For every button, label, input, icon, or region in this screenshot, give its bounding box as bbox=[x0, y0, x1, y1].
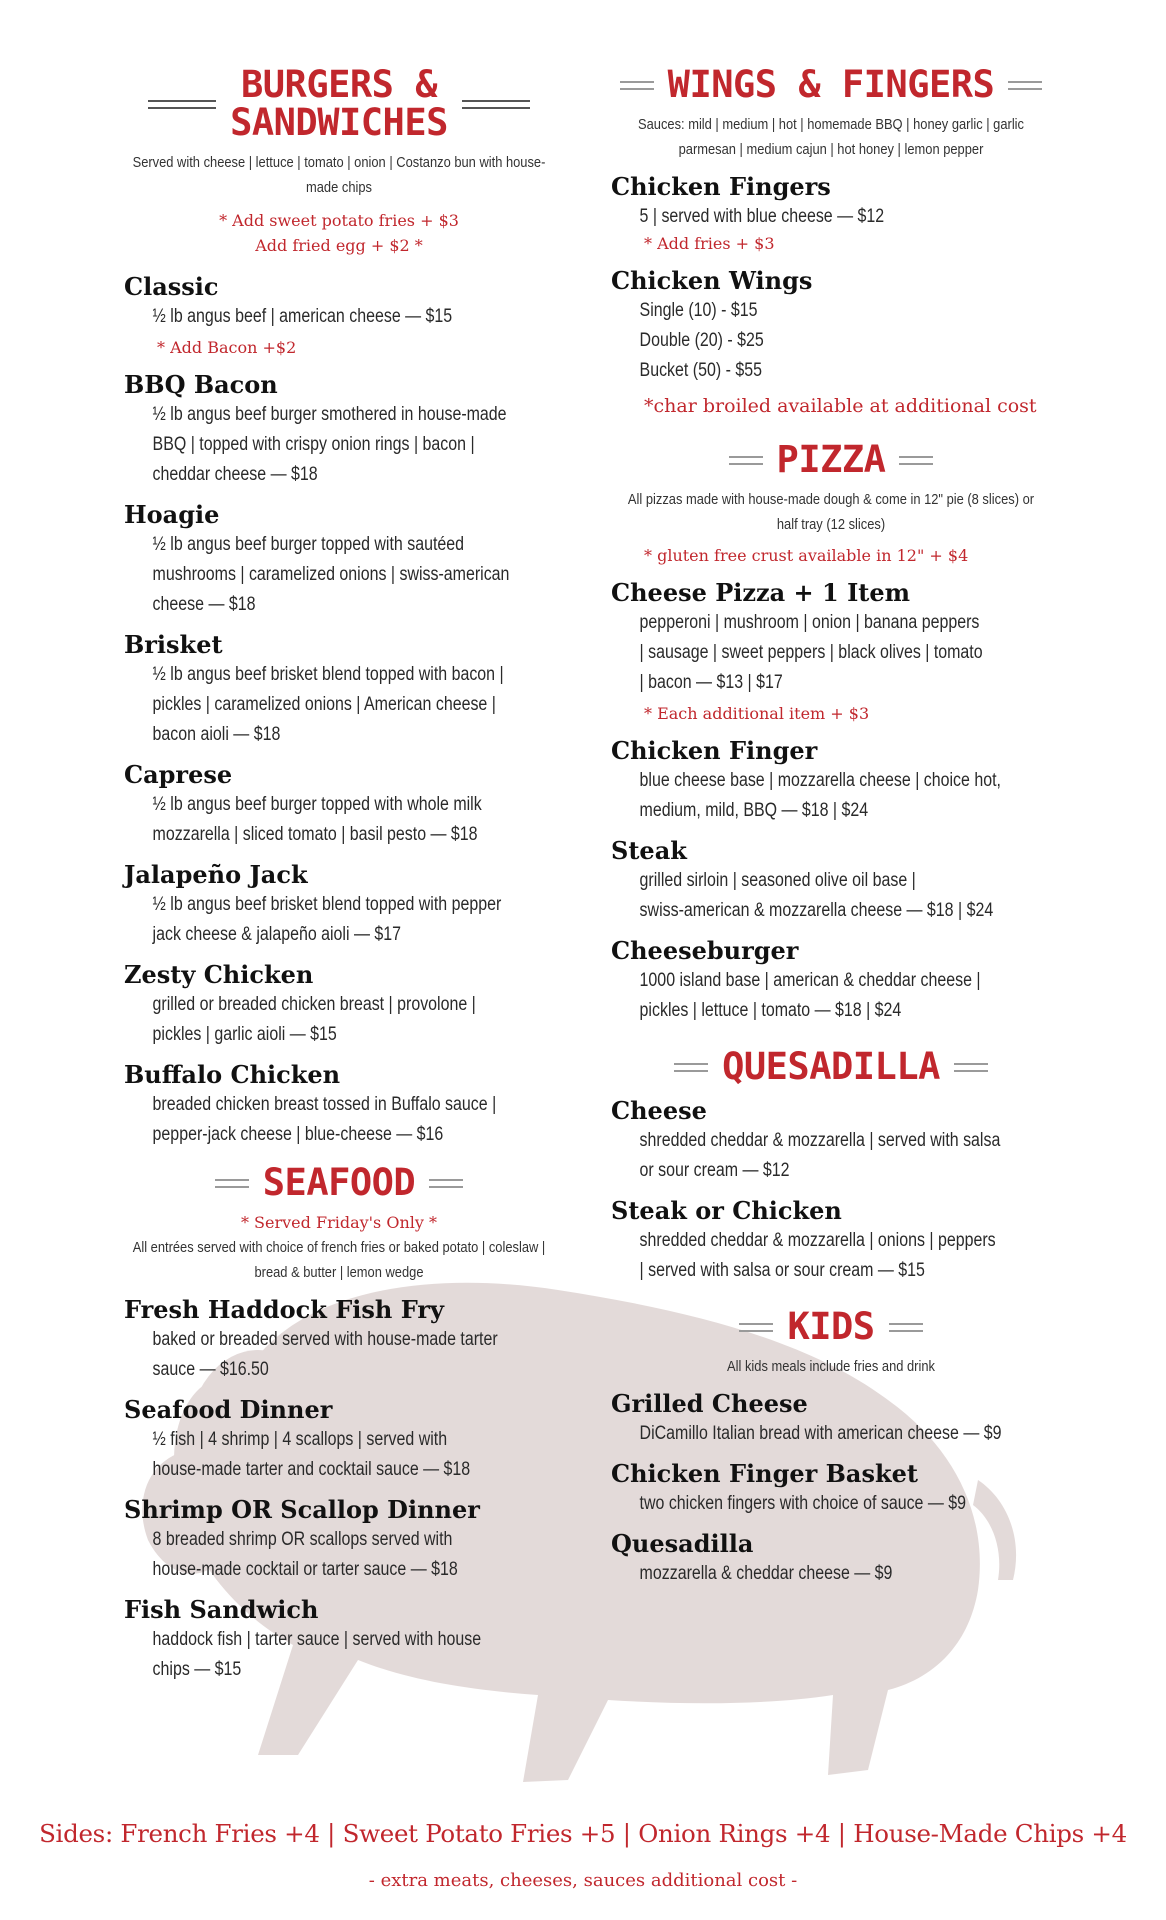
seafood-list bbox=[124, 1294, 554, 1685]
seafood-intro: All entrées served with choice of french fries or baked potato | coleslaw | bread & butter | lemon wedge bbox=[132, 1239, 546, 1281]
item-desc bbox=[611, 1559, 1083, 1589]
menu-item bbox=[124, 1294, 554, 1385]
item-name: Fish Sandwich bbox=[124, 1595, 319, 1624]
burgers-addon-egg: Add fried egg + $2 * bbox=[255, 236, 423, 255]
item-note: * Each additional item + $3 bbox=[644, 704, 870, 723]
item-desc-line: | bacon — $13 | $17 bbox=[639, 672, 783, 693]
burgers-list bbox=[124, 271, 554, 1150]
item-desc-line: cheese — $18 bbox=[152, 594, 256, 615]
item-name: Zesty Chicken bbox=[124, 960, 314, 989]
divider bbox=[148, 100, 216, 109]
item-desc bbox=[124, 1625, 586, 1685]
item-desc-line: 8 breaded shrimp OR scallops served with bbox=[152, 1529, 453, 1550]
menu-item bbox=[124, 369, 554, 490]
item-desc-line: bacon aioli — $18 bbox=[152, 724, 281, 745]
menu-item bbox=[611, 935, 1051, 1026]
item-desc-line: pepper-jack cheese | blue-cheese — $16 bbox=[152, 1124, 444, 1145]
pizza-header bbox=[611, 438, 1051, 481]
item-name: Steak or Chicken bbox=[611, 1196, 842, 1225]
item-desc-line: mozzarella & cheddar cheese — $9 bbox=[639, 1563, 893, 1584]
item-desc-line: shredded cheddar & mozzarella | served with salsa bbox=[639, 1130, 1001, 1151]
item-desc-line: or sour cream — $12 bbox=[639, 1160, 790, 1181]
menu-item bbox=[611, 1195, 1051, 1286]
item-name: Grilled Cheese bbox=[611, 1389, 808, 1418]
menu-item bbox=[124, 271, 554, 360]
item-desc bbox=[611, 1126, 1083, 1186]
item-desc-line: pickles | lettuce | tomato — $18 | $24 bbox=[639, 1000, 902, 1021]
item-name: Jalapeño Jack bbox=[124, 860, 308, 889]
item-desc-line: baked or breaded served with house-made tarter bbox=[152, 1329, 498, 1350]
item-name: Cheese Pizza + 1 Item bbox=[611, 578, 911, 607]
pizza-intro: All pizzas made with house-made dough & come in 12" pie (8 slices) or half tray (12 slices) bbox=[627, 491, 1035, 533]
wing-option: Bucket (50) - $55 bbox=[639, 360, 762, 381]
item-desc-line: sauce — $16.50 bbox=[152, 1359, 269, 1380]
item-desc-line: medium, mild, BBQ — $18 | $24 bbox=[639, 800, 869, 821]
menu-item bbox=[611, 835, 1051, 926]
item-desc-line: breaded chicken breast tossed in Buffalo sauce | bbox=[152, 1094, 497, 1115]
item-name: Buffalo Chicken bbox=[124, 1060, 341, 1089]
item-desc-line: two chicken fingers with choice of sauce — $9 bbox=[639, 1493, 967, 1514]
item-name: Quesadilla bbox=[611, 1529, 754, 1558]
item-desc-line: house-made tarter and cocktail sauce — $18 bbox=[152, 1459, 471, 1480]
menu-item bbox=[124, 1394, 554, 1485]
menu-item bbox=[611, 1458, 1051, 1519]
divider bbox=[462, 100, 530, 109]
item-desc bbox=[611, 608, 1083, 698]
item-desc-line: pickles | caramelized onions | American cheese | bbox=[152, 694, 496, 715]
item-desc-line: ½ lb angus beef brisket blend topped with bacon | bbox=[152, 664, 504, 685]
item-name: Shrimp OR Scallop Dinner bbox=[124, 1495, 480, 1524]
divider bbox=[215, 1179, 249, 1188]
left-column bbox=[124, 63, 554, 1685]
menu-item-chicken-fingers bbox=[611, 171, 1051, 256]
item-desc-line: 1000 island base | american & cheddar cheese | bbox=[639, 970, 981, 991]
item-desc bbox=[611, 866, 1083, 926]
item-note: * Add Bacon +$2 bbox=[157, 338, 297, 357]
item-desc bbox=[124, 1425, 586, 1485]
item-desc-line: mozzarella | sliced tomato | basil pesto — $18 bbox=[152, 824, 478, 845]
gluten-free-note: * gluten free crust available in 12" + $4 bbox=[644, 546, 969, 565]
item-name: Caprese bbox=[124, 760, 233, 789]
divider bbox=[889, 1323, 923, 1332]
sides-line: Sides: French Fries +4 | Sweet Potato Fries +5 | Onion Rings +4 | House-Made Chips +4 bbox=[39, 1819, 1127, 1848]
menu-item bbox=[124, 859, 554, 950]
menu-item bbox=[124, 1494, 554, 1585]
item-name: Fresh Haddock Fish Fry bbox=[124, 1295, 444, 1324]
item-name: Chicken Finger Basket bbox=[611, 1459, 918, 1488]
wings-header bbox=[611, 63, 1051, 106]
extra-cost-note: - extra meats, cheeses, sauces additional cost - bbox=[368, 1870, 798, 1891]
divider bbox=[429, 1179, 463, 1188]
item-desc-line: blue cheese base | mozzarella cheese | choice hot, bbox=[639, 770, 1001, 791]
quesadilla-header bbox=[611, 1045, 1051, 1088]
item-desc-line: pepperoni | mushroom | onion | banana peppers bbox=[639, 612, 980, 633]
item-desc bbox=[611, 1489, 1083, 1519]
menu-item bbox=[124, 1059, 554, 1150]
item-desc-line: jack cheese & jalapeño aioli — $17 bbox=[152, 924, 401, 945]
item-desc bbox=[611, 296, 1083, 386]
kids-header bbox=[611, 1305, 1051, 1348]
item-desc bbox=[124, 400, 586, 490]
menu-item bbox=[124, 959, 554, 1050]
menu-item-chicken-wings bbox=[611, 265, 1051, 386]
menu-item bbox=[611, 735, 1051, 826]
item-name: Classic bbox=[124, 272, 219, 301]
item-desc bbox=[124, 530, 586, 620]
quesadilla-title: QUESADILLA bbox=[722, 1045, 940, 1088]
item-desc-line: shredded cheddar & mozzarella | onions | peppers bbox=[639, 1230, 996, 1251]
divider bbox=[674, 1063, 708, 1072]
item-desc bbox=[611, 766, 1083, 826]
item-desc-line: ½ lb angus beef brisket blend topped with pepper bbox=[152, 894, 502, 915]
quesadilla-list bbox=[611, 1095, 1051, 1286]
item-desc-line: mushrooms | caramelized onions | swiss-american bbox=[152, 564, 510, 585]
item-name: Chicken Wings bbox=[611, 266, 813, 295]
item-note: * Add fries + $3 bbox=[644, 234, 775, 253]
seafood-header bbox=[124, 1161, 554, 1204]
char-broiled-note: *char broiled available at additional cost bbox=[644, 395, 1037, 417]
item-desc bbox=[611, 1419, 1083, 1449]
burgers-intro: Served with cheese | lettuce | tomato | onion | Costanzo bun with house-made chips bbox=[132, 154, 546, 196]
item-desc-line: swiss-american & mozzarella cheese — $18 | $24 bbox=[639, 900, 994, 921]
item-desc bbox=[124, 302, 586, 332]
item-desc-line: ½ fish | 4 shrimp | 4 scallops | served with bbox=[152, 1429, 448, 1450]
wings-title: WINGS & FINGERS bbox=[667, 63, 995, 106]
item-desc bbox=[124, 1525, 586, 1585]
menu-item bbox=[611, 577, 1051, 726]
divider bbox=[899, 456, 933, 465]
item-name: BBQ Bacon bbox=[124, 370, 278, 399]
menu-item bbox=[124, 499, 554, 620]
item-desc bbox=[124, 790, 586, 850]
seafood-title: SEAFOOD bbox=[262, 1161, 416, 1204]
right-column bbox=[611, 63, 1051, 1589]
item-desc-line: house-made cocktail or tarter sauce — $18 bbox=[152, 1559, 458, 1580]
item-desc-line: ½ lb angus beef | american cheese — $15 bbox=[152, 306, 453, 327]
item-desc-line: | sausage | sweet peppers | black olives | tomato bbox=[639, 642, 983, 663]
wing-option: Single (10) - $15 bbox=[639, 300, 758, 321]
wing-option: Double (20) - $25 bbox=[639, 330, 764, 351]
item-desc-line: haddock fish | tarter sauce | served with house bbox=[152, 1629, 482, 1650]
item-desc-line: chips — $15 bbox=[152, 1659, 242, 1680]
item-desc-line: ½ lb angus beef burger smothered in house-made bbox=[152, 404, 507, 425]
item-desc bbox=[124, 990, 586, 1050]
menu-item bbox=[611, 1528, 1051, 1589]
pizza-title: PIZZA bbox=[776, 438, 886, 481]
item-name: Hoagie bbox=[124, 500, 220, 529]
item-desc-line: ½ lb angus beef burger topped with sautéed bbox=[152, 534, 465, 555]
kids-list bbox=[611, 1388, 1051, 1589]
menu-item bbox=[611, 1388, 1051, 1449]
item-desc-line: DiCamillo Italian bread with american cheese — $9 bbox=[639, 1423, 1002, 1444]
item-desc bbox=[124, 1325, 586, 1385]
item-desc-line: pickles | garlic aioli — $15 bbox=[152, 1024, 337, 1045]
item-name: Cheeseburger bbox=[611, 936, 799, 965]
burgers-addon-fries: * Add sweet potato fries + $3 bbox=[219, 211, 459, 230]
burgers-title bbox=[230, 63, 448, 144]
divider bbox=[1008, 81, 1042, 90]
item-name: Brisket bbox=[124, 630, 223, 659]
item-name: Steak bbox=[611, 836, 687, 865]
item-desc-line: grilled or breaded chicken breast | provolone | bbox=[152, 994, 476, 1015]
wings-sauces: Sauces: mild | medium | hot | homemade BBQ | honey garlic | garlic parmesan | medium cajun | hot honey | lemon pepper bbox=[637, 116, 1025, 158]
item-desc bbox=[611, 1226, 1083, 1286]
item-name: Cheese bbox=[611, 1096, 707, 1125]
menu-item bbox=[124, 759, 554, 850]
item-desc bbox=[611, 966, 1083, 1026]
burgers-title-line1: BURGERS & bbox=[241, 63, 437, 106]
item-desc-line: cheddar cheese — $18 bbox=[152, 464, 318, 485]
menu-item bbox=[124, 1594, 554, 1685]
divider bbox=[954, 1063, 988, 1072]
kids-title: KIDS bbox=[787, 1305, 875, 1348]
item-desc bbox=[124, 1090, 586, 1150]
item-desc-line: | served with salsa or sour cream — $15 bbox=[639, 1260, 925, 1281]
item-name: Seafood Dinner bbox=[124, 1395, 333, 1424]
menu-item bbox=[124, 629, 554, 750]
item-desc bbox=[124, 660, 586, 750]
seafood-served-note: * Served Friday's Only * bbox=[240, 1213, 438, 1232]
item-name: Chicken Fingers bbox=[611, 172, 831, 201]
burgers-header bbox=[124, 63, 554, 144]
burgers-title-line2: SANDWICHES bbox=[230, 101, 448, 144]
item-desc bbox=[124, 890, 586, 950]
pizza-list bbox=[611, 577, 1051, 1026]
menu-item bbox=[611, 1095, 1051, 1186]
item-name: Chicken Finger bbox=[611, 736, 818, 765]
kids-intro: All kids meals include fries and drink bbox=[727, 1358, 935, 1375]
item-desc-line: ½ lb angus beef burger topped with whole milk bbox=[152, 794, 482, 815]
item-desc-line: grilled sirloin | seasoned olive oil base | bbox=[639, 870, 916, 891]
divider bbox=[620, 81, 654, 90]
divider bbox=[739, 1323, 773, 1332]
divider bbox=[729, 456, 763, 465]
item-desc-line: BBQ | topped with crispy onion rings | bacon | bbox=[152, 434, 475, 455]
item-desc: 5 | served with blue cheese — $12 bbox=[639, 206, 885, 227]
